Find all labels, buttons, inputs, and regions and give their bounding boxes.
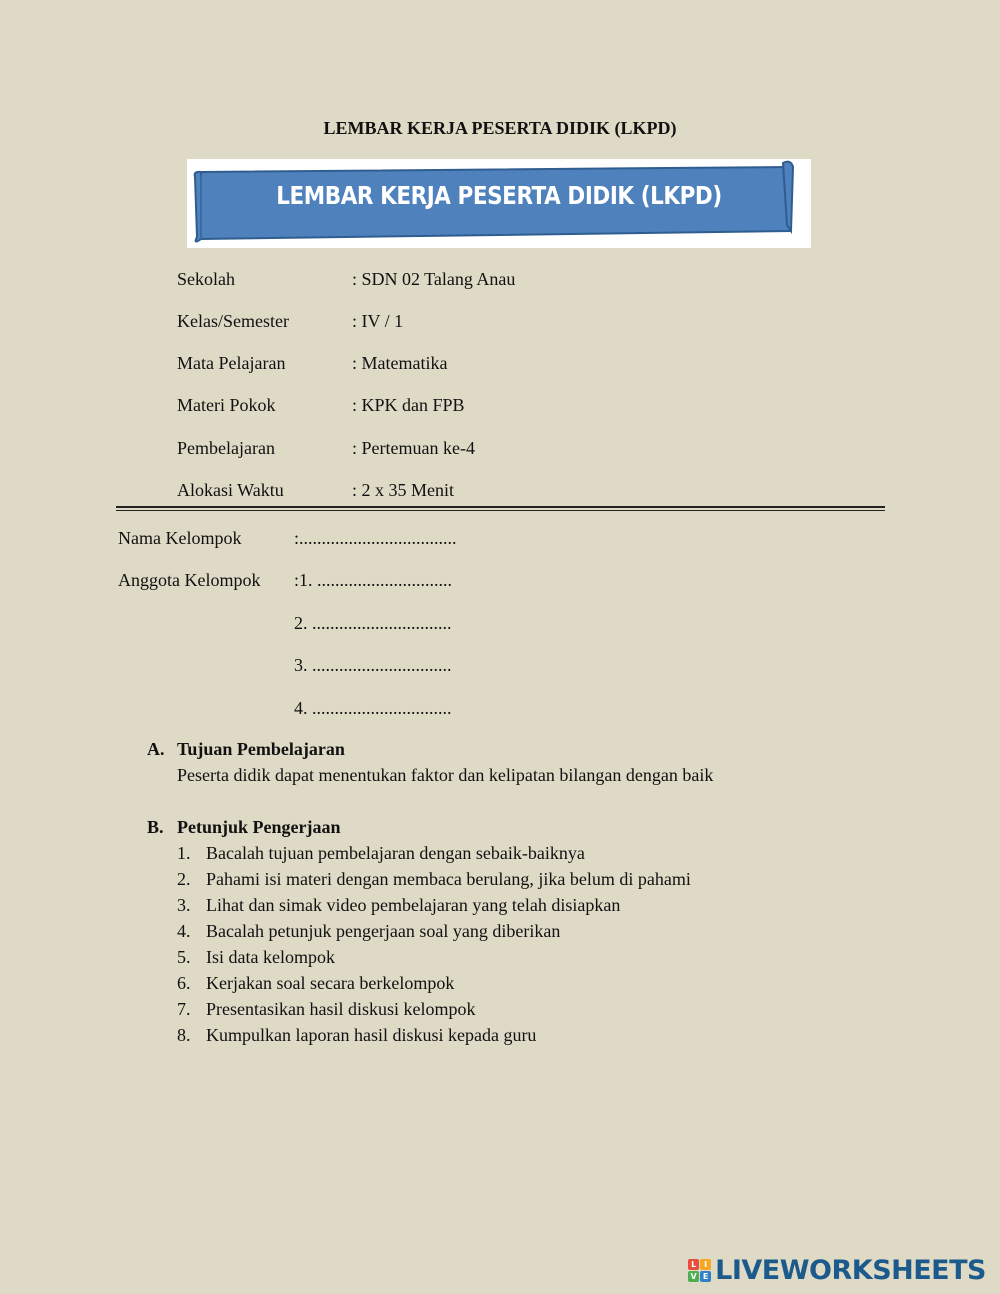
divider-line — [116, 510, 885, 511]
info-row-materi — [0, 395, 1000, 419]
info-value: : Matematika — [352, 353, 448, 373]
info-row-alokasi — [0, 480, 1000, 504]
step-text: Isi data kelompok — [206, 947, 335, 967]
step-text: Bacalah petunjuk pengerjaan soal yang diberikan — [206, 921, 561, 941]
divider-line — [116, 506, 885, 508]
group-member-row — [0, 570, 1000, 594]
logo-letter: L — [688, 1259, 699, 1270]
group-name-label: Nama Kelompok — [118, 528, 242, 548]
section-letter: B. — [147, 817, 164, 837]
section-title: Tujuan Pembelajaran — [177, 739, 345, 759]
group-member-row — [0, 698, 1000, 722]
step-text: Bacalah tujuan pembelajaran dengan sebaik-baiknya — [206, 843, 585, 863]
step-number: 3. — [177, 895, 191, 915]
step-text: Presentasikan hasil diskusi kelompok — [206, 999, 476, 1019]
info-value: : IV / 1 — [352, 311, 404, 331]
page-title: LEMBAR KERJA PESERTA DIDIK (LKPD) — [323, 118, 677, 138]
section-letter: A. — [147, 739, 165, 759]
member-field-3[interactable]: 3. ............................... — [294, 655, 452, 675]
title-banner — [187, 159, 811, 248]
group-name-field[interactable]: :................................... — [294, 528, 457, 548]
group-member-row — [0, 655, 1000, 679]
liveworksheets-brand — [688, 1256, 986, 1284]
step-number: 5. — [177, 947, 191, 967]
member-field-4[interactable]: 4. ............................... — [294, 698, 452, 718]
step-text: Pahami isi materi dengan membaca berulang, jika belum di pahami — [206, 869, 691, 889]
group-member-row — [0, 613, 1000, 637]
step-number: 2. — [177, 869, 191, 889]
logo-letter: E — [700, 1271, 711, 1282]
info-row-pembelajaran — [0, 438, 1000, 462]
info-row-mapel — [0, 353, 1000, 377]
info-row-sekolah — [0, 269, 1000, 293]
info-label: Kelas/Semester — [177, 311, 289, 331]
info-value: : 2 x 35 Menit — [352, 480, 454, 500]
step-number: 1. — [177, 843, 191, 863]
member-field-2[interactable]: 2. ............................... — [294, 613, 452, 633]
info-label: Sekolah — [177, 269, 235, 289]
banner-heading: LEMBAR KERJA PESERTA DIDIK (LKPD) — [276, 181, 722, 210]
step-text: Kumpulkan laporan hasil diskusi kepada guru — [206, 1025, 537, 1045]
info-value: : KPK dan FPB — [352, 395, 465, 415]
logo-letter: V — [688, 1271, 699, 1282]
group-members-label: Anggota Kelompok — [118, 570, 261, 590]
step-number: 8. — [177, 1025, 191, 1045]
section-objectives — [0, 739, 1000, 799]
step-text: Lihat dan simak video pembelajaran yang telah disiapkan — [206, 895, 621, 915]
step-number: 4. — [177, 921, 191, 941]
info-label: Mata Pelajaran — [177, 353, 286, 373]
section-title: Petunjuk Pengerjaan — [177, 817, 341, 837]
info-value: : SDN 02 Talang Anau — [352, 269, 516, 289]
info-label: Pembelajaran — [177, 438, 275, 458]
step-text: Kerjakan soal secara berkelompok — [206, 973, 455, 993]
liveworksheets-logo-icon — [688, 1259, 711, 1282]
section-instructions — [0, 817, 1000, 1057]
member-field-1[interactable]: :1. .............................. — [294, 570, 453, 590]
step-number: 6. — [177, 973, 191, 993]
logo-letter: I — [700, 1259, 711, 1270]
info-label: Alokasi Waktu — [177, 480, 284, 500]
info-label: Materi Pokok — [177, 395, 276, 415]
info-row-kelas — [0, 311, 1000, 335]
section-text: Peserta didik dapat menentukan faktor dan kelipatan bilangan dengan baik — [177, 765, 714, 785]
step-number: 7. — [177, 999, 191, 1019]
brand-wordmark: LIVEWORKSHEETS — [715, 1254, 986, 1286]
group-name-row — [0, 528, 1000, 552]
info-value: : Pertemuan ke-4 — [352, 438, 475, 458]
